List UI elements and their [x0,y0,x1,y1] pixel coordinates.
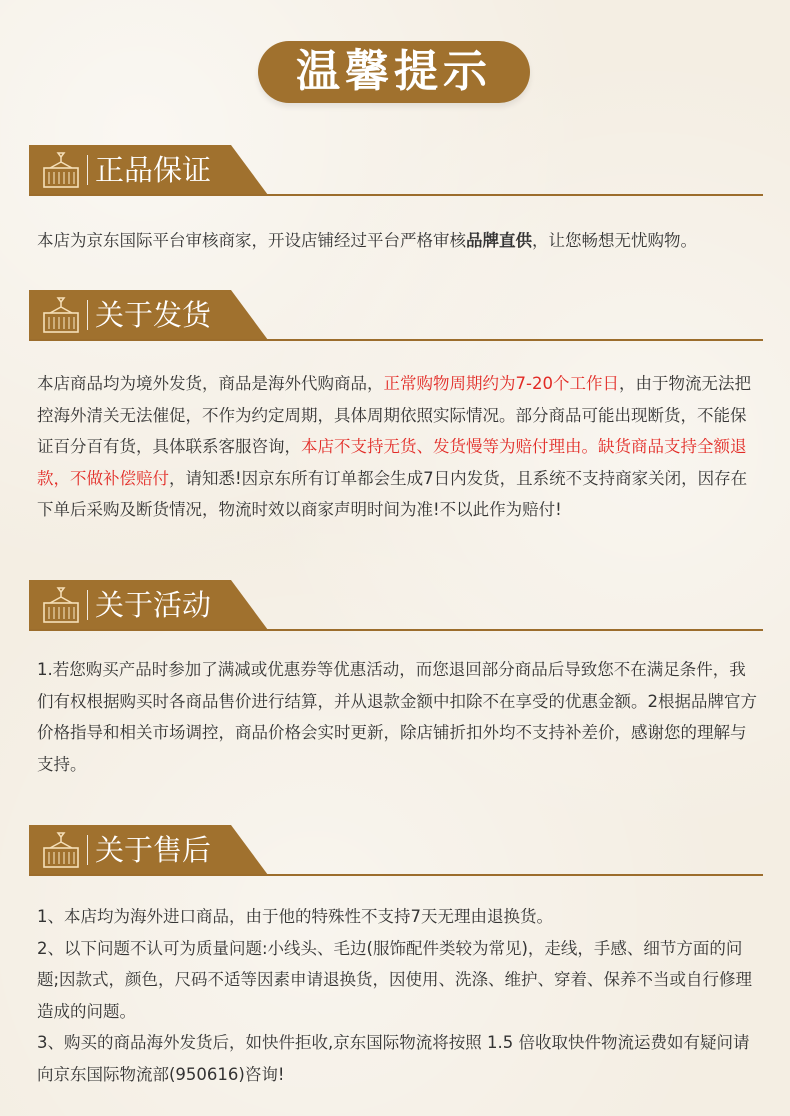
header-separator [87,155,88,185]
warning-text: 正常购物周期约为7-20个工作日 [383,374,619,393]
section-body [37,225,761,257]
list-item: 2、以下问题不认可为质量问题:小线头、毛边(服饰配件类较为常见)，走线，手感、细节方面的问题;因款式，颜色，尺码不适等因素申请退换货，因使用、洗涤、维护、穿着、保养不当或自行修理造成的问题。 [37,938,753,1021]
main-title-banner: 温馨提示 [258,41,530,103]
body-text: ，让您畅想无忧购物。 [532,231,697,250]
section-header-divider-line [29,194,763,196]
shipping-container-icon [37,829,85,871]
header-separator [87,300,88,330]
section-title: 正品保证 [95,153,212,187]
body-text: ，请知悉!因京东所有订单都会生成7日内发货，且系统不支持商家关闭，因存在下单后采购及断货情况，物流时效以商家声明时间为准!不以此作为赔付! [37,468,748,519]
warning-text: 本店不支持无货、发货慢等为赔付理由。缺货商品支持全额退款，不做补偿赔付 [37,437,747,488]
shipping-container-icon [37,294,85,336]
header-separator [87,590,88,620]
section-body [37,368,761,526]
section-header-divider-line [29,339,763,341]
section-title: 关于活动 [95,588,212,622]
section-header [29,145,763,195]
section-body: 1.若您购买产品时参加了满减或优惠券等优惠活动，而您退回部分商品后导致您不在满足条件，我们有权根据购买时各商品售价进行结算，并从退款金额中扣除不在享受的优惠金额。2根据品牌官方价格指导和相关市场调控，商品价格会实时更新，除店铺折扣外均不支持补差价，感谢您的理解与支持。 [37,660,757,774]
section-title: 关于发货 [95,298,212,332]
highlight-text: 品牌直供 [466,231,532,250]
section-title: 关于售后 [95,833,212,867]
section-header [29,580,763,630]
section-header [29,290,763,340]
header-separator [87,835,88,865]
shipping-container-icon [37,149,85,191]
shipping-container-icon [37,584,85,626]
section-header-divider-line [29,629,763,631]
body-text: 本店为京东国际平台审核商家，开设店铺经过平台严格审核 [37,231,466,250]
list-item: 3、购买的商品海外发货后，如快件拒收,京东国际物流将按照 1.5 倍收取快件物流运费如有疑问请向京东国际物流部(950616)咨询! [37,1033,750,1084]
list-item: 1、本店均为海外进口商品，由于他的特殊性不支持7天无理由退换货。 [37,907,553,926]
section-header [29,825,763,875]
section-body [37,901,761,1090]
body-text: 本店商品均为境外发货，商品是海外代购商品， [37,374,384,393]
section-header-divider-line [29,874,763,876]
body-text: ，由于物流无法把控海外清关无法催促，不作为约定周期，具体周期依照实际情况。部分商品可能出现断货，不能保证百分百有货，具体联系客服咨询， [37,374,751,456]
